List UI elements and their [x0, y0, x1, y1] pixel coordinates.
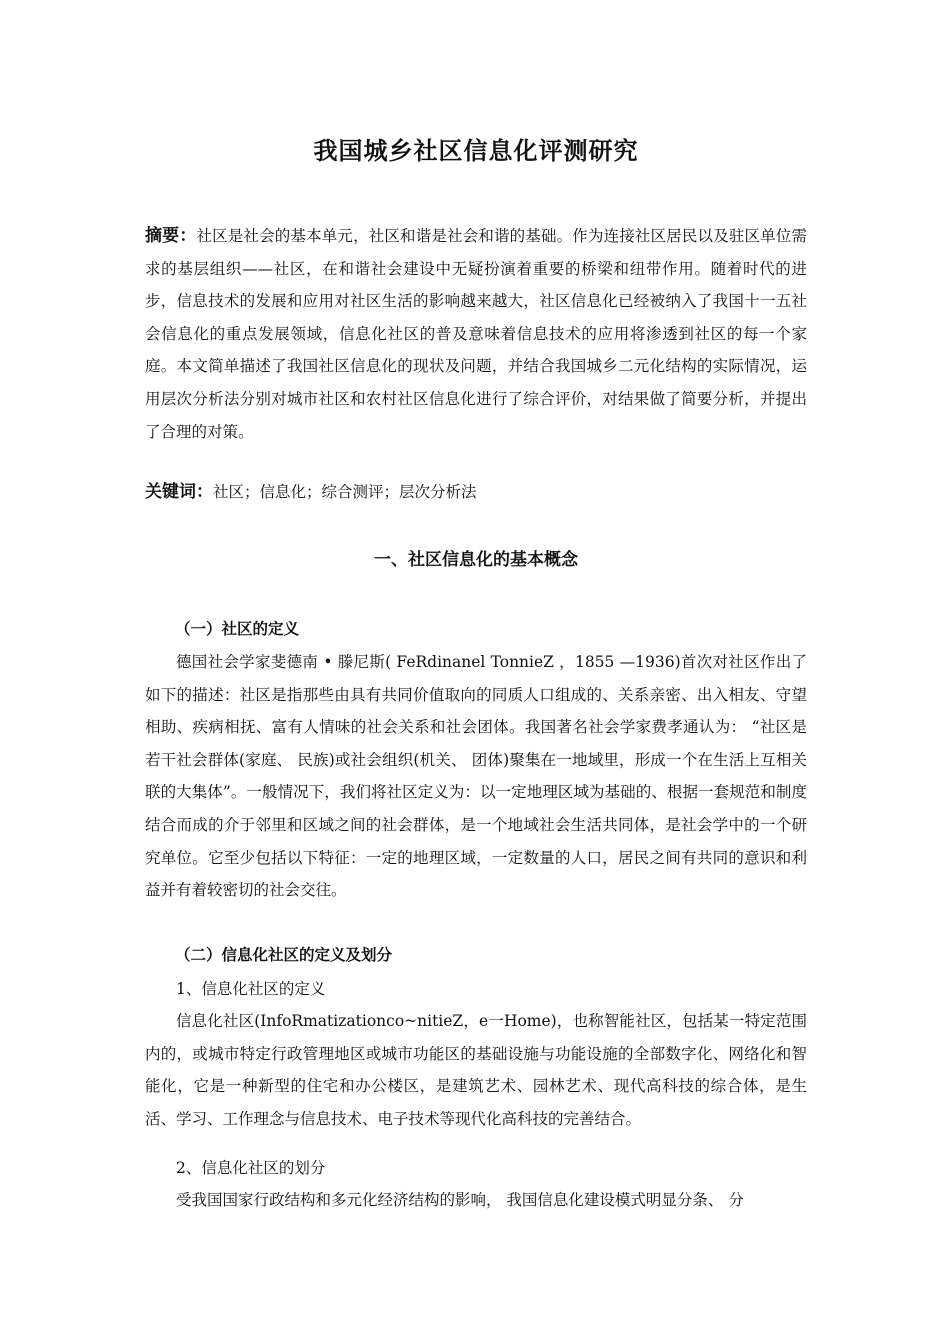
subsection-heading-community-definition: （一）社区的定义 — [175, 619, 300, 638]
keywords-text: 社区；信息化；综合测评；层次分析法 — [213, 483, 477, 501]
item-heading-info-community-definition: 1、信息化社区的定义 — [176, 980, 326, 998]
item-heading-info-community-division: 2、信息化社区的划分 — [176, 1159, 326, 1177]
paragraph-info-community-division: 受我国国家行政结构和多元化经济结构的影响， 我国信息化建设模式明显分条、 分 — [176, 1191, 744, 1209]
subsection-heading-info-community: （二）信息化社区的定义及划分 — [175, 945, 393, 964]
document-title: 我国城乡社区信息化评测研究 — [313, 136, 639, 165]
keywords — [145, 478, 807, 506]
keywords-label: 关键词： — [145, 482, 213, 502]
abstract-text: 社区是社会的基本单元，社区和谐是社会和谐的基础。作为连接社区居民以及驻区单位需求的基层组织——社区，在和谐社会建设中无疑扮演着重要的桥梁和纽带作用。随着时代的进步，信息技术的发展和应用对社区生活的影响越来越大，社区信息化已经被纳入了我国十一五社会信息化的重点发展领域，信息化社区的普及意味着信息技术的应用将渗透到社区的每一个家庭。本文简单描述了我国社区信息化的现状及问题，并结合我国城乡二元化结构的实际情况，运用层次分析法分别对城市社区和农村社区信息化进行了综合评价，对结果做了简要分析，并提出了合理的对策。 — [145, 227, 807, 441]
paragraph-community-definition: 德国社会学家斐德南 • 滕尼斯( FeRdinanel TonnieZ ，1855 —1936)首次对社区作出了如下的描述：社区是指那些由具有共同价值取向的同质人口组成的、关系亲密、出入相友、守望相助、疾病相抚、富有人情味的社会关系和社会团体。我国著名社会学家费孝通认为： “社区是若干社会群体(家庭、 民族)或社会组织(机关、 团体)聚集在一地域里，形成一个在生活上互相关联的大集体”。一般情况下，我们将社区定义为：以一定地理区域为基础的、根据一套规范和制度结合而成的介于邻里和区域之间的社会群体，是一个地域社会生活共同体，是社会学中的一个研究单位。它至少包括以下特征：一定的地理区域，一定数量的人口，居民之间有共同的意识和利益并有着较密切的社会交往。 — [145, 653, 807, 900]
abstract-label: 摘要： — [145, 226, 197, 246]
paragraph-info-community-definition: 信息化社区(InfoRmatizationco~nitieZ，e一Home)，也称智能社区，包括某一特定范围内的，或城市特定行政管理地区或城市功能区的基础设施与功能设施的全部数字化、网络化和智能化，它是一种新型的住宅和办公楼区，是建筑艺术、园林艺术、现代高科技的综合体，是生活、学习、工作理念与信息技术、电子技术等现代化高科技的完善结合。 — [145, 1012, 807, 1128]
abstract — [145, 220, 807, 448]
section-heading: 一、社区信息化的基本概念 — [374, 550, 578, 570]
